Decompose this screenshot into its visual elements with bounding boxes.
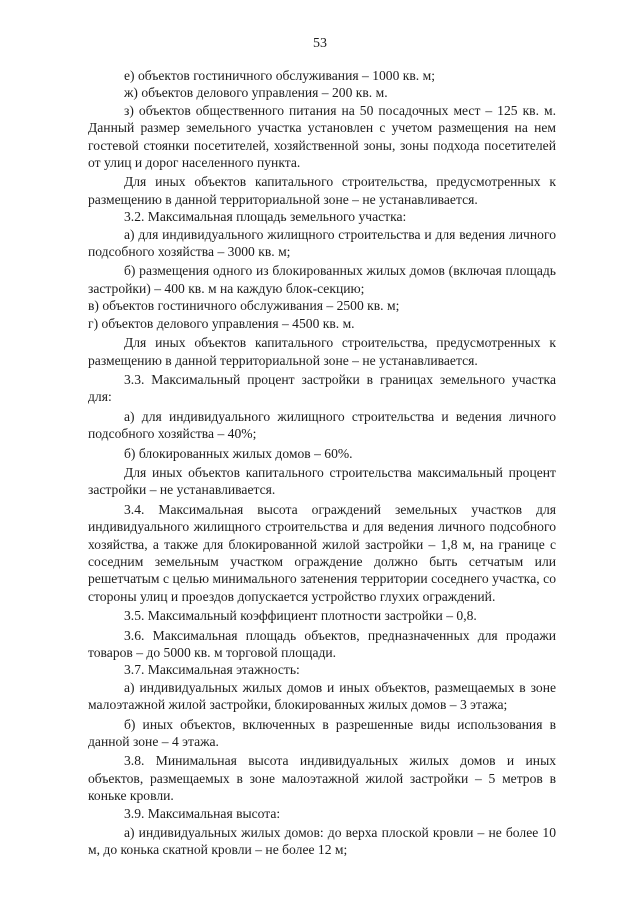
paragraph: б) размещения одного из блокированных жилых домов (включая площадь застройки) – 400 кв. м на каждую блок-секцию;	[88, 263, 556, 296]
paragraph: г) объектов делового управления – 4500 кв. м.	[88, 315, 355, 331]
paragraph: а) для индивидуального жилищного строительства и для ведения личного подсобного хозяйства – 3000 кв. м;	[88, 226, 556, 260]
paragraph: в) объектов гостиничного обслуживания – 2500 кв. м;	[88, 298, 400, 314]
paragraph: Для иных объектов капитального строительства, предусмотренных к размещению в данной территориальной зоне – не устанавливается.	[88, 335, 556, 368]
paragraph: з) объектов общественного питания на 50 посадочных мест – 125 кв. м. Данный размер земельного участка установлен с учетом размещения на нем гостевой стоянки посетителей, хозяйственной зоны, зоны подхода посетителей от улиц и дорог населенного пункта.	[88, 102, 556, 171]
paragraph: а) индивидуальных жилых домов: до верха плоской кровли – не более 10 м, до конька скатной кровли – не более 12 м;	[88, 825, 556, 858]
paragraph: 3.7. Максимальная этажность:	[124, 662, 300, 678]
paragraph: ж) объектов делового управления – 200 кв. м.	[124, 85, 388, 101]
paragraph: 3.4. Максимальная высота ограждений земельных участков для индивидуального жилищного строительства и для ведения личного подсобного хозяйства, а также для блокированной жилой застройки – 1,8 м, на границе с соседним земельным участком ограждение должно быть сетчатым или решетчатым с целью минимального затенения территории соседнего участка, со стороны улиц и проездов допускается устройство глухих ограждений.	[88, 501, 556, 604]
paragraph: б) иных объектов, включенных в разрешенные виды использования в данной зоне – 4 этажа.	[88, 716, 556, 750]
paragraph: Для иных объектов капитального строительства, предусмотренных к размещению в данной территориальной зоне – не устанавливается.	[88, 174, 556, 207]
paragraph: 3.5. Максимальный коэффициент плотности застройки – 0,8.	[124, 608, 477, 624]
paragraph: е) объектов гостиничного обслуживания – 1000 кв. м;	[124, 68, 435, 83]
paragraph: 3.2. Максимальная площадь земельного участка:	[124, 209, 407, 225]
page-number: 53	[313, 36, 327, 51]
paragraph: 3.6. Максимальная площадь объектов, предназначенных для продажи товаров – до 5000 кв. м торговой площади.	[88, 627, 556, 660]
paragraph: Для иных объектов капитального строительства максимальный процент застройки – не устанавливается.	[88, 464, 556, 498]
paragraph: б) блокированных жилых домов – 60%.	[124, 445, 353, 461]
paragraph: 3.8. Минимальная высота индивидуальных жилых домов и иных объектов, размещаемых в зоне малоэтажной жилой застройки – 5 метров в коньке кровли.	[88, 753, 556, 804]
document-body	[88, 67, 556, 859]
paragraph: 3.3. Максимальный процент застройки в границах земельного участка для:	[88, 371, 556, 405]
paragraph: а) для индивидуального жилищного строительства и ведения личного подсобного хозяйства – 40%;	[88, 408, 556, 442]
paragraph: 3.9. Максимальная высота:	[124, 805, 281, 821]
paragraph: а) индивидуальных жилых домов и иных объектов, размещаемых в зоне малоэтажной жилой застройки, блокированных жилых домов – 3 этажа;	[88, 679, 556, 713]
